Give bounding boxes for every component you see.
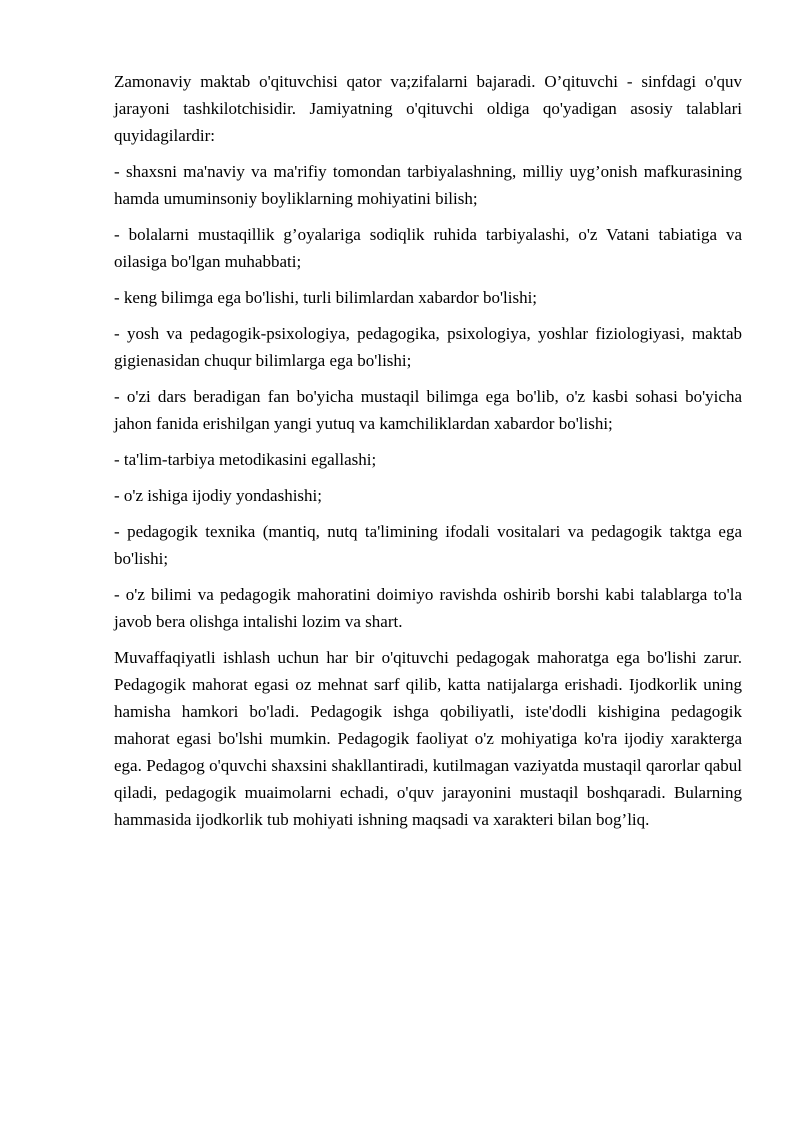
requirement-item: - bolalarni mustaqillik g’oyalariga sodiqlik ruhida tarbiyalashi, o'z Vatani tabiatiga va oilasiga bo'lgan muhabbati;: [114, 225, 742, 271]
requirement-item: - ta'lim-tarbiya metodikasini egallashi;: [114, 450, 377, 469]
document-page: [114, 68, 742, 842]
requirement-item: - pedagogik texnika (mantiq, nutq ta'limining ifodali vositalari va pedagogik taktga ega bo'lishi;: [114, 522, 742, 568]
requirement-item: - keng bilimga ega bo'lishi, turli bilimlardan xabardor bo'lishi;: [114, 288, 538, 307]
requirement-item: - yosh va pedagogik-psixologiya, pedagogika, psixologiya, yoshlar fiziologiyasi, maktab gigienasidan chuqur bilimlarga ega bo'lishi;: [114, 324, 742, 370]
requirement-item: - o'z ishiga ijodiy yondashishi;: [114, 486, 322, 505]
requirement-item: - shaxsni ma'naviy va ma'rifiy tomondan tarbiyalashning, milliy uyg’onish mafkurasining hamda umuminsoniy boyliklarning mohiyatini bilish;: [114, 162, 742, 208]
requirement-item: - o'zi dars beradigan fan bo'yicha mustaqil bilimga ega bo'lib, o'z kasbi sohasi bo'yicha jahon fanida erishilgan yangi yutuq va kamchiliklardan xabardor bo'lishi;: [114, 387, 742, 433]
body-paragraph: Muvaffaqiyatli ishlash uchun har bir o'qituvchi pedagogak mahoratga ega bo'lishi zarur. Pedagogik mahorat egasi oz mehnat sarf qilib, katta natijalarga erishadi. Ijodkorlik uning hamisha hamkori bo'ladi. Pedagogik ishga qobiliyatli, iste'dodli kishigina pedagogik mahorat egasi bo'lshi mumkin. Pedagogik faoliyat o'z mohiyatiga ko'ra ijodiy xarakterga ega. Pedagog o'quvchi shaxsini shakllantiradi, kutilmagan vaziyatda mustaqil qarorlar qabul qiladi, pedagogik muaimolarni echadi, o'quv jarayonini mustaqil boshqaradi. Bularning hammasida ijodkorlik tub mohiyati ishning maqsadi va xarakteri bilan bog’liq.: [114, 648, 742, 829]
intro-paragraph: Zamonaviy maktab o'qituvchisi qator va;zifalarni bajaradi. O’qituvchi - sinfdagi o'quv jarayoni tashkilotchisidir. Jamiyatning o'qituvchi oldiga qo'yadigan asosiy talablari quyidagilardir:: [114, 72, 742, 145]
requirement-item: - o'z bilimi va pedagogik mahoratini doimiyo ravishda oshirib borshi kabi talablarga to'la javob bera olishga intalishi lozim va shart.: [114, 585, 742, 631]
